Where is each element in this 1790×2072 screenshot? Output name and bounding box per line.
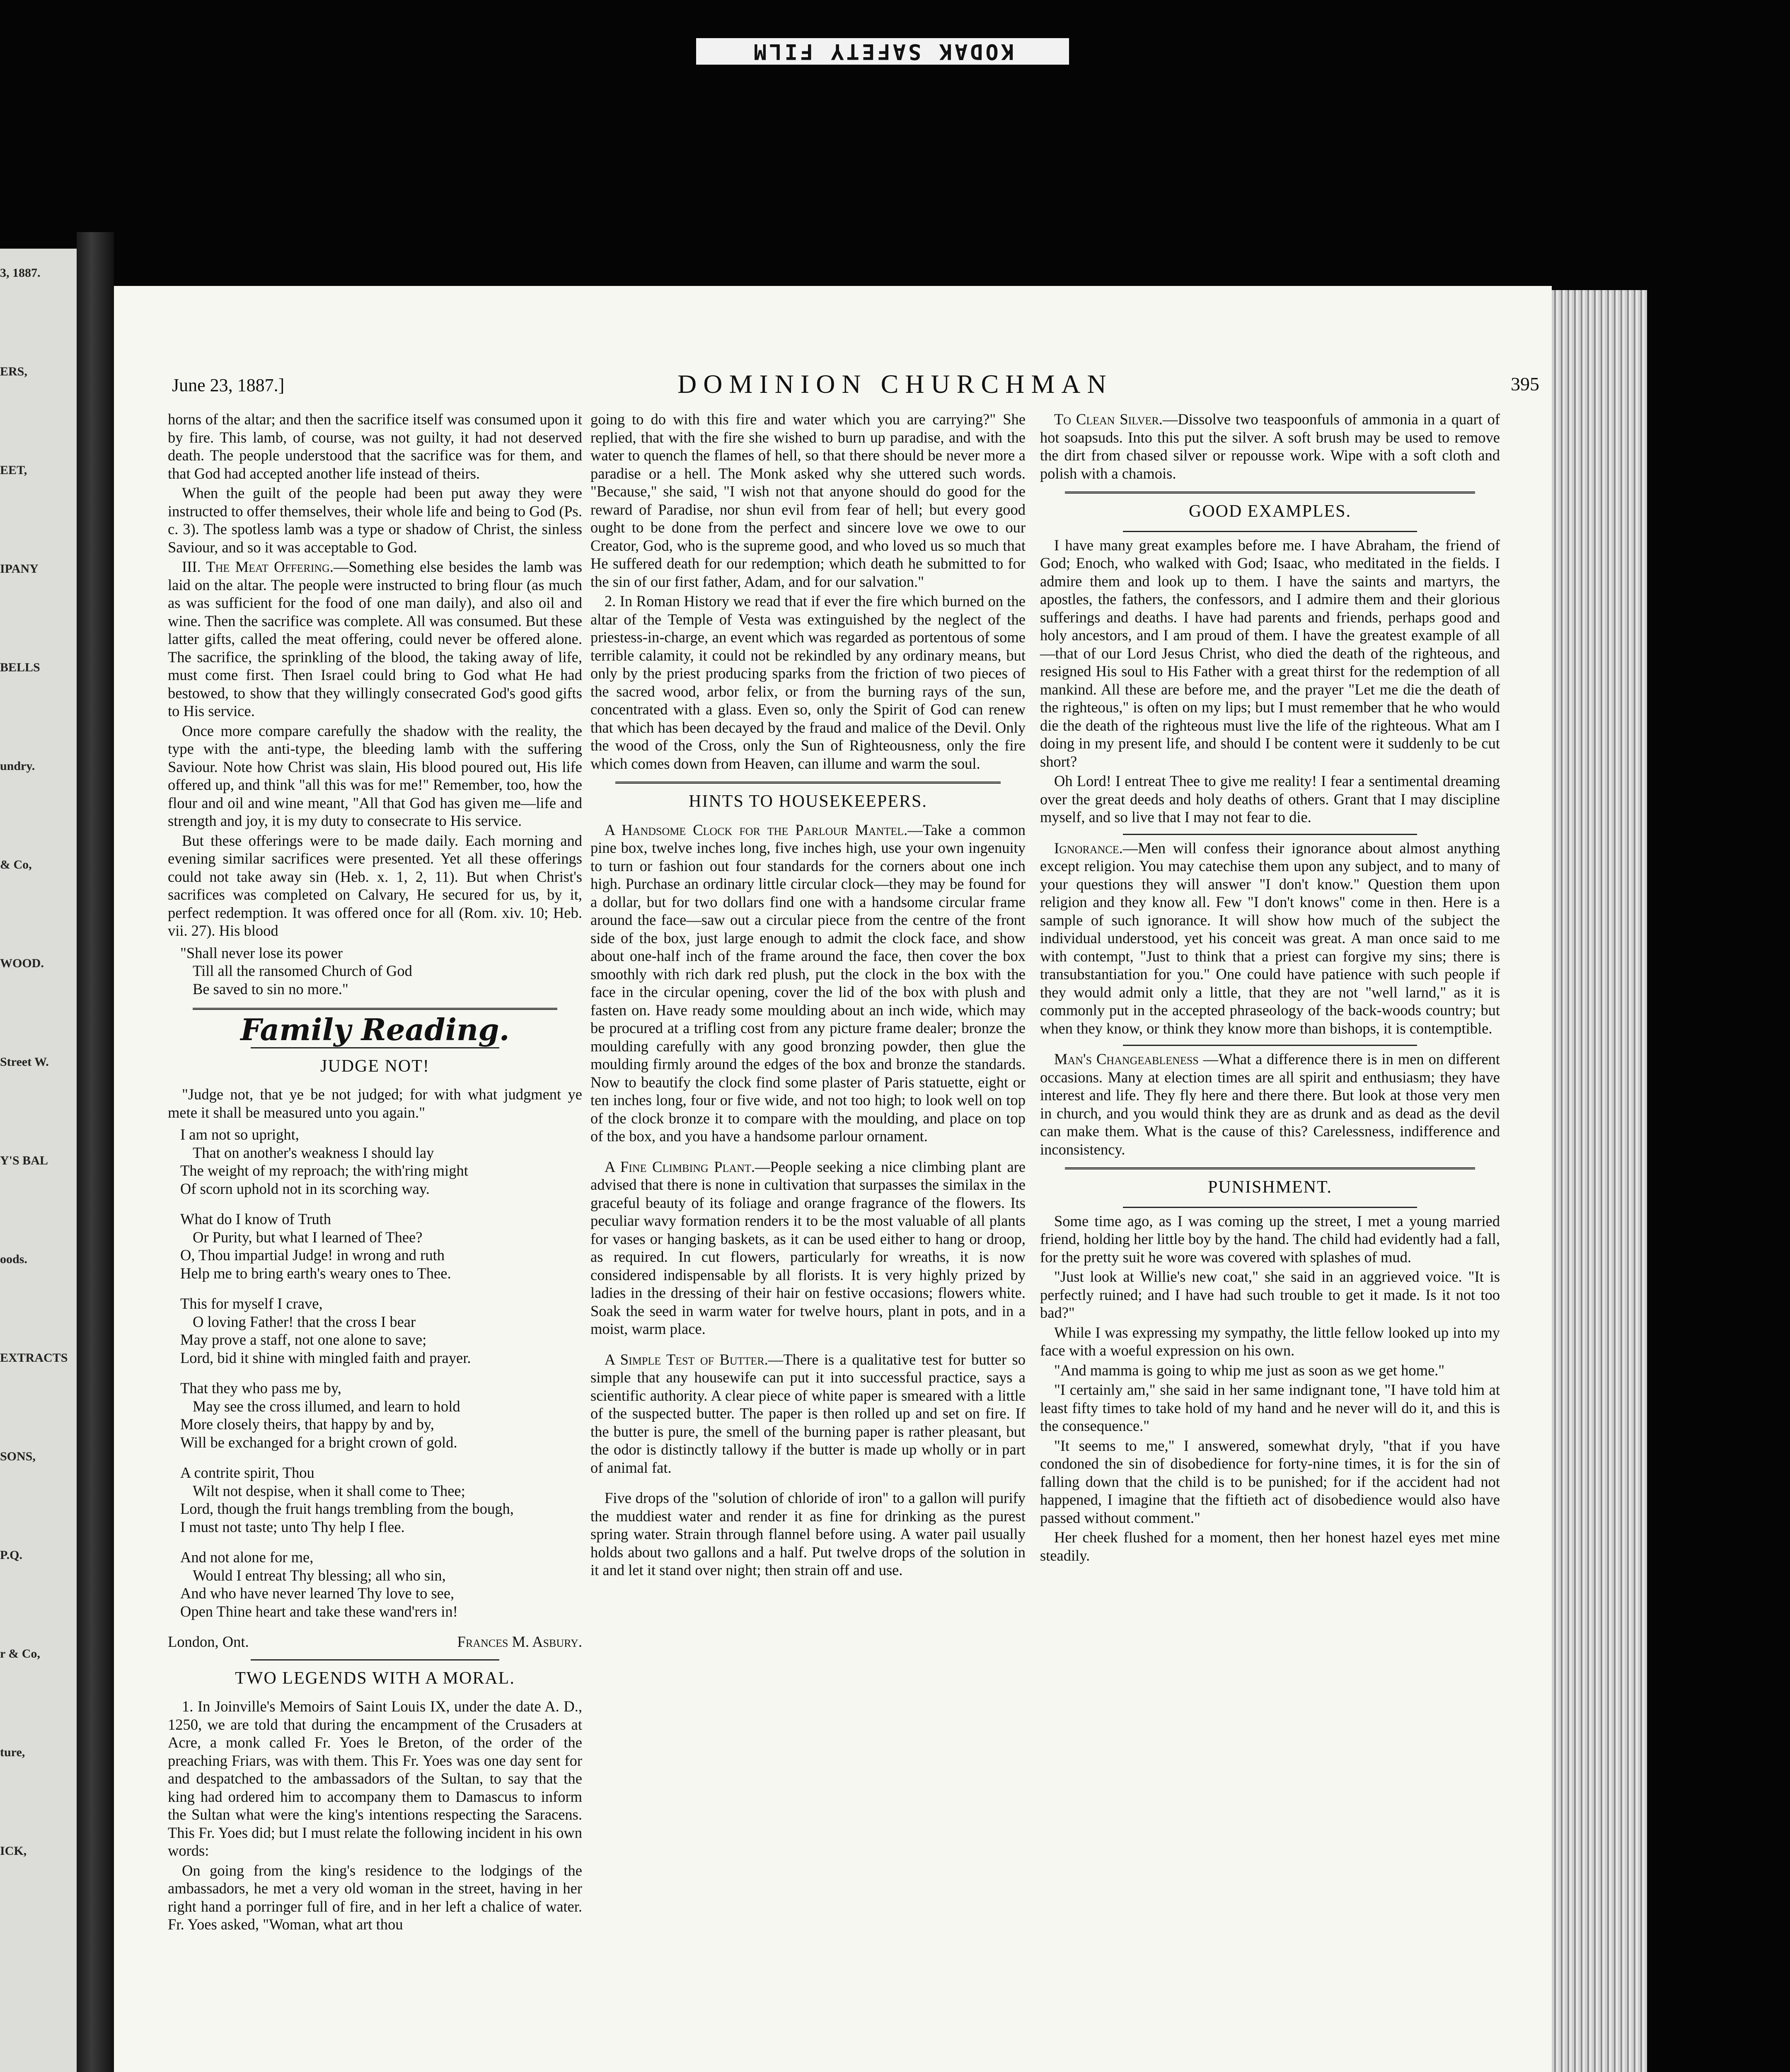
poem-title: JUDGE NOT! xyxy=(320,1056,430,1076)
paragraph: 1. In Joinville's Memoirs of Saint Louis IX, under the date A. D., 1250, we are told that during the encampment of the Crusaders at Acre, a monk called Fr. Yoes le Breton, of the order of the preaching Friars, was with them. This Fr. Yoes was one day sent for and despatched to the ambassadors of the Sultan, to say that the king had ordered him to accompany them to Damascus to inform the Sultan what were the king's intentions respecting the Saracens. This Fr. Yoes did; but I must relate the following incident in his own words: xyxy=(168,1698,582,1859)
lead-in: A Fine Climbing Plant. xyxy=(605,1158,755,1175)
poem-stanza xyxy=(180,1126,582,1198)
poem-line: That on another's weakness I should lay xyxy=(193,1144,434,1161)
article-title: PUNISHMENT. xyxy=(1207,1178,1333,1197)
paragraph-body: —People seeking a nice climbing plant are advised that there is none in cultivation that surpasses the similax in the graceful beauty of its foliage and orange fragrance of the flowers. Its peculiar wavy formation renders it to be the most valuable of all plants for vases or hanging baskets, as it can be used either to hang or droop, as required. In cut flowers, particularly for wreaths, it is now considered indispensable by all florists. It is very highly prized by ladies in the dressing of their hair on festive occasions; flowers white. Soak the seed in warm water for twelve hours, plant in pots, and in a moist, warm place. xyxy=(590,1158,1026,1337)
previous-page-fragment: Y'S BAL xyxy=(0,1154,48,1167)
paragraph: While I was expressing my sympathy, the little fellow looked up into my face with a woeful expression on his own. xyxy=(1040,1324,1500,1359)
previous-page-fragment: & Co, xyxy=(0,858,32,871)
poem-line: Open Thine heart and take these wand'rers in! xyxy=(180,1602,458,1620)
poem-line: O loving Father! that the cross I bear xyxy=(193,1313,416,1330)
paragraph: Oh Lord! I entreat Thee to give me reality! I fear a sentimental dreaming over the great deeds and holy deaths of others. Grant that I may discipline myself, and so live that I may not fear to die. xyxy=(1040,772,1500,825)
quote-line: "Shall never lose its power xyxy=(180,944,343,961)
previous-page-fragment: IPANY xyxy=(0,562,39,576)
issue-date: June 23, 1887.] xyxy=(172,375,285,395)
previous-page-fragment: ERS, xyxy=(0,365,27,378)
poem-line: Of scorn uphold not in its scorching way. xyxy=(180,1180,430,1197)
divider xyxy=(1123,1045,1417,1046)
lead-in: Ignorance. xyxy=(1054,839,1123,857)
paragraph-body: —Take a common pine box, twelve inches long, five inches high, use your own ingenuity to turn or fashion out four standards for the corners about one inch high. Purchase an ordinary little circular clock—they may be found for a dollar, but for two dollars find one with a handsome circular frame around the face—saw out a circular piece from the centre of the front side of the box, just large enough to admit the clock face, and show about one-half inch of the frame around the face, then cover the box smoothly with rich dark red plush, put the clock in the box with the face in the circular opening, cover the lid of the box with plush and fasten on. Have ready some moulding about an inch wide, which may be procured at a trifling cost from any picture frame dealer; bronze the moulding carefully with any good bronzing powder, then glue the moulding firmly around the edges of the box and bronze the standards. Now to beautify the clock find some plaster of Paris statuette, eight or ten inches long, four or five wide, and not too high; to look well on top of the clock bronze it to compare with the moulding, and place on top of the box, and you have a handsome parlour ornament. xyxy=(590,821,1026,1145)
previous-page-fragment: P.Q. xyxy=(0,1548,22,1562)
poem-body xyxy=(180,1126,582,1620)
column-1 xyxy=(168,410,582,1935)
page-header xyxy=(172,369,1539,398)
paragraph: "It seems to me," I answered, somewhat dryly, "that if you have condoned the sin of disobedience for forty-nine times, it is for the sin of falling down that the child is to be punished; for if the accident had not happened, I imagine that the fiftieth act of disobedience would also have passed without comment." xyxy=(1040,1437,1500,1526)
poem-line: Or Purity, but what I learned of Thee? xyxy=(193,1228,423,1246)
previous-page-fragment: oods. xyxy=(0,1252,27,1266)
signature-place: London, Ont. xyxy=(168,1633,249,1650)
newspaper-page xyxy=(114,286,1552,2072)
divider xyxy=(1123,1207,1417,1208)
poem-line: May see the cross illumed, and learn to hold xyxy=(193,1397,460,1415)
poem-line: A contrite spirit, Thou xyxy=(180,1464,314,1481)
column-2 xyxy=(590,410,1026,1581)
paragraph: going to do with this fire and water which you are carrying?" She replied, that with the fire she wished to burn up paradise, and with the water to quench the flames of hell, so that there should be never more a paradise or a hell. The Monk asked why she uttered such words. "Because," she said, "I wish not that anyone should do good for the reward of Paradise, nor shun evil from fear of hell; but every good ought to be done from the perfect and sincere love we owe to our Creator, God, who is the supreme good, and who loved us so much that He suffered death for our redemption; which death he submitted to for the sin of our first father, Adam, and for our salvation." xyxy=(590,411,1026,590)
poem-line: Help me to bring earth's weary ones to Thee. xyxy=(180,1264,451,1282)
poem-line: O, Thou impartial Judge! in wrong and ruth xyxy=(180,1247,445,1264)
masthead-title: DOMINION CHURCHMAN xyxy=(677,369,1113,399)
section-divider xyxy=(193,1008,557,1010)
hymn-quote xyxy=(180,944,582,998)
poem-line: May prove a staff, not one alone to save; xyxy=(180,1331,427,1348)
paragraph: Five drops of the "solution of chloride of iron" to a gallon will purify the muddiest water and render it as fine for drinking as the purest spring water. Strain through flannel before using. A water pail usually holds about two gallons and a half. Put twelve drops of the solution in it and let it stand over night; then strain off and use. xyxy=(590,1489,1026,1578)
page-stack-edge xyxy=(1552,290,1647,2072)
poem-line: Lord, bid it shine with mingled faith and prayer. xyxy=(180,1349,471,1366)
paragraph: When the guilt of the people had been put away they were instructed to offer themselves, their whole life and being to God (Ps. c. 3). The spotless lamb was a type or shadow of Christ, the sinless Saviour, and so it was acceptable to God. xyxy=(168,484,582,556)
previous-page-fragment: EXTRACTS xyxy=(0,1351,68,1365)
poem-line: Wilt not despise, when it shall come to Thee; xyxy=(193,1482,465,1499)
poem-line: Lord, though the fruit hangs trembling from the bough, xyxy=(180,1500,514,1517)
lead-in: A Simple Test of Butter. xyxy=(605,1351,768,1368)
paragraph-body: —Men will confess their ignorance about almost anything except religion. You may catechise them upon any subject, and to many of your questions they will answer "I don't know." Question them upon religion and they know all. Few "I don't knows" come in then. Here is a sample of such ignorance. It will show how much of the subject the individual understood, yet his conceit was great. A man once said to me with contempt, "Just to think that a priest can forgive my sins; there is transubstantiation for you." One could have patience with such people if they would admit only a little, that they are not "well larnd," as it is commonly put in the accepted phraseology of the back-woods country; but when they know, or think they know more than bishops, it is contemptible. xyxy=(1040,839,1500,1037)
paragraph: I have many great examples before me. I have Abraham, the friend of God; Enoch, who walked with God; Isaac, who meditated in the fields. I admire them and look up to them. I have the saints and martyrs, the apostles, the fathers, the confessors, and I admire them and their glorious sufferings and deaths. I have had parents and friends, perhaps good and holy ancestors, and I am proud of them. I have the greatest example of all—that of our Lord Jesus Christ, who died the death of the righteous, and resigned His soul to His Father with a great thirst for the redemption of all mankind. All these are before me, and the prayer "Let me die the death of the righteous," is often on my lips; but I must remember that he who would die the death of the righteous must live the life of the righteous. What am I doing in my present life, and should I be content were it suddenly to be cut short? xyxy=(1040,536,1500,770)
poem-stanza xyxy=(180,1210,582,1282)
previous-page-fragment: 3, 1887. xyxy=(0,266,41,280)
epigraph: "Judge not, that ye be not judged; for with what judgment ye mete it shall be measured unto you again." xyxy=(168,1086,582,1121)
poem-line: I must not taste; unto Thy help I flee. xyxy=(180,1518,405,1535)
previous-page-fragment: EET, xyxy=(0,463,27,477)
article-title: GOOD EXAMPLES. xyxy=(1188,502,1351,521)
lead-in: To Clean Silver. xyxy=(1054,411,1163,428)
paragraph-body: —What a difference there is in men on different occasions. Many at election times are all spirit and enthusiasm; they have interest and life. They fly here and there there. But look at those very men in church, and you would think they are as drunk and as dead as the devil can make them. What is the cause of this? Carelessness, indifference and inconsistency. xyxy=(1040,1051,1500,1158)
signature xyxy=(168,1633,582,1651)
poem-line: And who have never learned Thy love to see, xyxy=(180,1585,455,1602)
paragraph: But these offerings were to be made daily. Each morning and evening similar sacrifices were presented. Yet all these offerings could not take away sin (Heb. x. 1, 2, 11). But when Christ's sacrifices was completed on Calvary, He secured for us, by it, perfect redemption. It was offered once for all (Rom. xiv. 10; Heb. vii. 27). His blood xyxy=(168,832,582,939)
poem-line: The weight of my reproach; the with'ring might xyxy=(180,1162,468,1179)
previous-page-fragment: ICK, xyxy=(0,1844,27,1858)
paragraph xyxy=(1040,839,1500,1038)
book-gutter xyxy=(77,232,114,2072)
poem-line: What do I know of Truth xyxy=(180,1210,331,1227)
article-title: HINTS TO HOUSEKEEPERS. xyxy=(689,792,927,811)
previous-page-fragment: r & Co, xyxy=(0,1647,40,1661)
paragraph: Some time ago, as I was coming up the street, I met a young married friend, holding her little boy by the hand. The child had evidently had a fall, for the pretty suit he wore was covered with splashes of mud. xyxy=(1040,1212,1500,1266)
quote-line: Till all the ransomed Church of God xyxy=(193,962,412,979)
paragraph: horns of the altar; and then the sacrifice itself was consumed upon it by fire. This lamb, of course, was not guilty, it had not deserved death. The people understood that the sacrifice was for them, and that God had accepted another life instead of theirs. xyxy=(168,411,582,482)
signature-author: Frances M. Asbury. xyxy=(457,1633,582,1650)
paragraph: On going from the king's residence to the lodgings of the ambassadors, he met a very old woman in the street, having in her right hand a porringer full of fire, and in her left a chalice of water. Fr. Yoes asked, "Woman, what art thou xyxy=(168,1861,582,1933)
paragraph: "And mamma is going to whip me just as soon as we get home." xyxy=(1054,1361,1445,1379)
paragraph: 2. In Roman History we read that if ever the fire which burned on the altar of the Temple of Vesta was extinguished by the neglect of the priestess-in-charge, an event which was regarded as portentous of some terrible calamity, it could not be rekindled by any ordinary means, but only by the priest producing sparks from the friction of two pieces of the sacred wood, arbor felix, or from the burning rays of the sun, concentrated with a glass. Even so, only the Spirit of God can renew that which has been decayed by the fraud and malice of the Devil. Only the wood of the Cross, only the Sun of Righteousness, only the fire which comes down from Heaven, can illume and warm the soul. xyxy=(590,593,1026,772)
poem-stanza xyxy=(180,1295,582,1367)
previous-page-fragment: SONS, xyxy=(0,1450,36,1463)
poem-line: Will be exchanged for a bright crown of gold. xyxy=(180,1433,457,1451)
previous-page-fragment: WOOD. xyxy=(0,956,44,970)
poem-line: And not alone for me, xyxy=(180,1549,314,1566)
lead-in: III. The Meat Offering. xyxy=(182,558,334,575)
quote-line: Be saved to sin no more." xyxy=(193,980,348,997)
previous-page-fragment: ture, xyxy=(0,1745,25,1759)
previous-page-strip xyxy=(0,249,77,2072)
paragraph-body: —Dissolve two teaspoonfuls of ammonia in a quart of hot soapsuds. Into this put the silver. A soft brush may be used to remove the dirt from chased silver or repousse work. Wipe with a soft cloth and polish with a chamois. xyxy=(1040,411,1500,482)
paragraph: "Just look at Willie's new coat," she said in an aggrieved voice. "It is perfectly ruined; and I have had such trouble to get it made. Is it not too bad?" xyxy=(1040,1268,1500,1321)
paragraph xyxy=(1040,410,1500,482)
page-number: 395 xyxy=(1511,373,1539,395)
poem-line: I am not so upright, xyxy=(180,1126,299,1143)
poem-stanza xyxy=(180,1548,582,1620)
divider xyxy=(1123,834,1417,835)
poem-stanza xyxy=(180,1379,582,1451)
paragraph-body: —Something else besides the lamb was laid on the altar. The people were instructed to bring flour (as much as was sufficient for the food of one man daily), and also oil and wine. Then the sacrifice was complete. All was consumed. But these latter gifts, called the meat offering, could never be offered alone. The sacrifice, the sprinkling of the blood, the taking away of life, must come first. Then Israel could bring to God what He had bestowed, to show that they willingly consecrated God's good gifts to His service. xyxy=(168,558,582,719)
paragraph: Her cheek flushed for a moment, then her honest hazel eyes met mine steadily. xyxy=(1040,1529,1500,1564)
paragraph xyxy=(168,558,582,720)
paragraph: Once more compare carefully the shadow with the reality, the type with the anti-type, the bleeding lamb with the suffering Saviour. Note how Christ was slain, His blood poured out, His life offered up, and think "all this was for me!" Remember, too, how the flour and oil and wine meant, "All that God has given me—life and strength and joy, it is my duty to consecrate to His service. xyxy=(168,722,582,829)
divider xyxy=(1123,531,1417,532)
poem-line: More closely theirs, that happy by and by, xyxy=(180,1416,434,1433)
poem-line: Would I entreat Thy blessing; all who sin, xyxy=(193,1566,446,1584)
previous-page-fragment: undry. xyxy=(0,759,35,773)
article-title: TWO LEGENDS WITH A MORAL. xyxy=(235,1668,515,1688)
paragraph xyxy=(590,821,1026,1145)
lead-in: Man's Changeableness xyxy=(1054,1051,1199,1067)
section-divider xyxy=(1065,491,1475,494)
paragraph xyxy=(1040,1050,1500,1158)
column-3 xyxy=(1040,410,1500,1566)
lead-in: A Handsome Clock for the Parlour Mantel. xyxy=(605,821,908,838)
paragraph xyxy=(590,1158,1026,1338)
section-divider xyxy=(615,782,1001,784)
section-heading: Family Reading. xyxy=(240,1012,510,1047)
divider xyxy=(251,1659,499,1661)
previous-page-fragment: Street W. xyxy=(0,1055,49,1069)
film-edge-label: KODAK SAFETY FILM xyxy=(696,38,1069,65)
poem-stanza xyxy=(180,1464,582,1536)
paragraph xyxy=(590,1351,1026,1477)
poem-line: That they who pass me by, xyxy=(180,1380,341,1397)
paragraph-body: —There is a qualitative test for butter so simple that any housewife can put it into successful practice, says a scientific authority. A clear piece of white paper is smeared with a little of the suspected butter. The paper is then rolled up and set on fire. If the butter is pure, the smell of the burning paper is rather pleasant, but the odor is distinctly tallowy if the butter is made up wholly or in part of animal fat. xyxy=(590,1351,1026,1476)
previous-page-fragment: BELLS xyxy=(0,661,40,674)
paragraph: "I certainly am," she said in her same indignant tone, "I have told him at least fifty times to take hold of my hand and he never will do it, and this is the consequence." xyxy=(1040,1381,1500,1434)
poem-line: This for myself I crave, xyxy=(180,1295,323,1312)
section-divider xyxy=(1065,1167,1475,1169)
